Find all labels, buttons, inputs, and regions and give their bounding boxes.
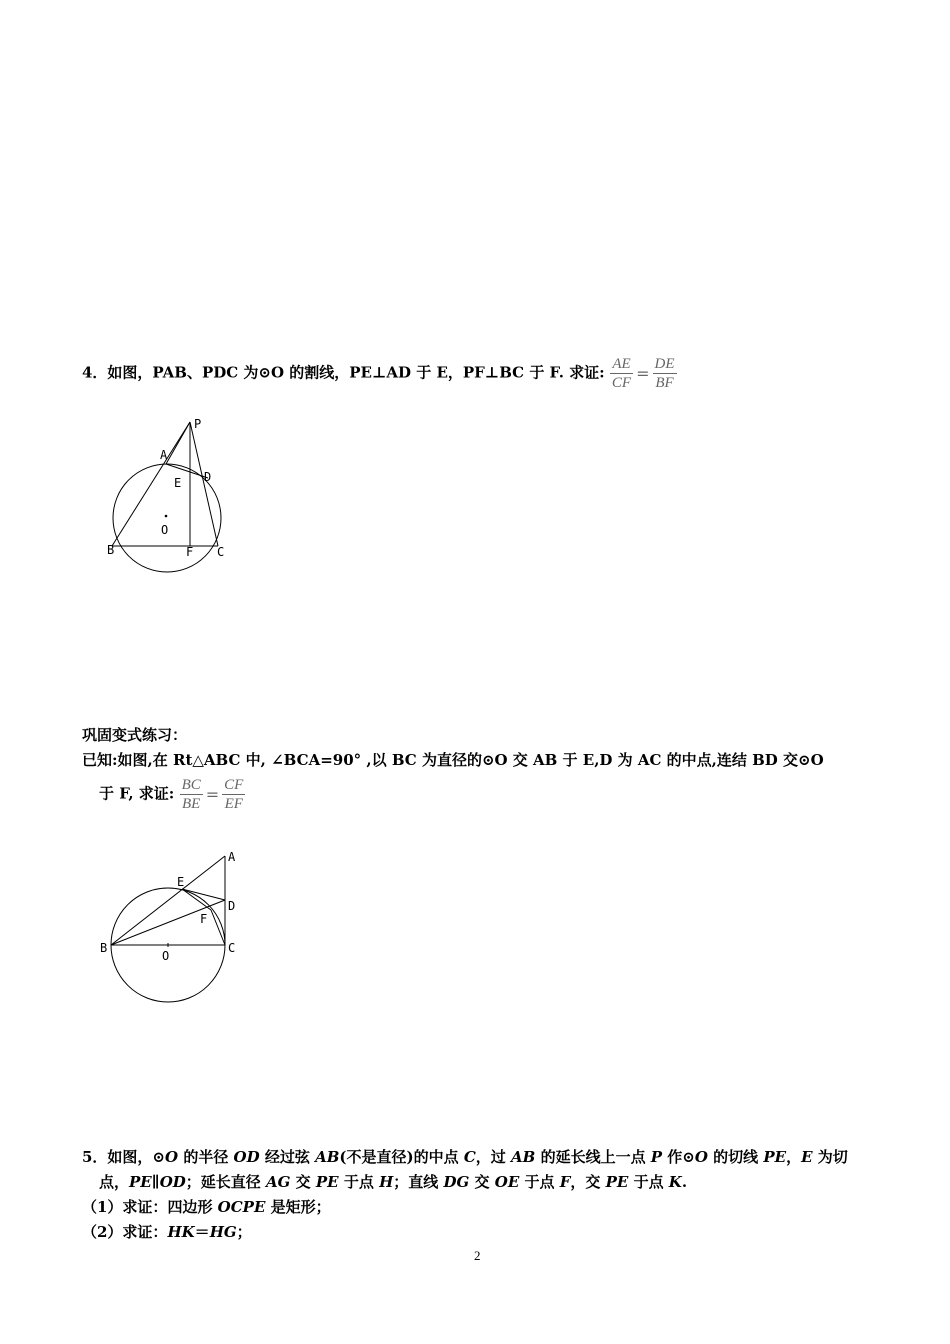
equals-sign: = [636,364,650,383]
practice-statement-line1: 已知:如图,在 Rt△ABC 中, ∠BCA=90° ,以 BC 为直径的⊙O 交 AB 于 E,D 为 AC 的中点,连结 BD 交⊙O [82,751,824,769]
problem5-question1: （1）求证：四边形 OCPE 是矩形； [82,1198,331,1216]
segment-fc [211,910,225,945]
practice-prove-label: 于 F, 求证: [99,784,175,803]
practice-fraction-right [222,776,245,813]
problem4-fraction-right [653,355,677,392]
segment-ab [111,856,225,945]
label-a: A [228,850,236,864]
fraction-denominator: BF [655,375,674,391]
segment-ed [182,889,225,900]
equals-sign: = [205,785,220,804]
practice-figure [95,848,255,1013]
problem5-question2: （2）求证：HK＝HG； [82,1223,252,1241]
fraction-numerator: BC [181,777,201,793]
fraction-denominator: CF [611,375,632,391]
label-e: E [174,476,182,490]
segment-bd [111,900,225,945]
problem4-text: 4．如图，PAB、PDC 为⊙O 的割线，PE⊥AD 于 E，PF⊥BC 于 F. 求证: [82,363,605,382]
segment-ef [182,889,211,910]
label-d: D [228,899,236,913]
page-number: 2 [474,1248,481,1263]
fraction-numerator: CF [224,777,244,793]
label-f: F [186,545,194,559]
label-b: B [107,543,115,557]
label-o: O [162,949,170,963]
problem4-statement [82,355,677,392]
fraction-numerator: DE [654,356,675,372]
label-e: E [177,875,185,889]
fraction-denominator: BE [182,796,201,812]
segment-ad [166,464,208,478]
label-c: C [228,941,236,955]
label-a: A [160,448,168,462]
problem4-fraction-left [610,355,633,392]
fraction-numerator: AE [610,355,633,374]
label-p: P [194,417,202,431]
label-o: O [161,523,169,537]
practice-statement-line2 [99,776,245,813]
practice-heading: 巩固变式练习： [82,726,188,744]
label-c: C [217,545,225,559]
label-f: F [200,912,208,926]
fraction-denominator: EF [224,796,243,812]
problem5-line1: 5．如图，⊙O 的半径 OD 经过弦 AB(不是直径)的中点 C，过 AB 的延长线上一点 P 作⊙O 的切线 PE，E 为切 [82,1148,848,1166]
problem5-line2: 点，PE∥OD；延长直径 AG 交 PE 于点 H；直线 DG 交 OE 于点 F，交 PE 于点 K. [99,1173,688,1191]
segment-pa [166,422,190,464]
label-d: D [204,470,212,484]
problem4-figure [100,410,240,580]
segment-pc [190,422,218,546]
label-b: B [100,941,108,955]
practice-fraction-left [180,776,203,813]
center-point [165,515,168,518]
